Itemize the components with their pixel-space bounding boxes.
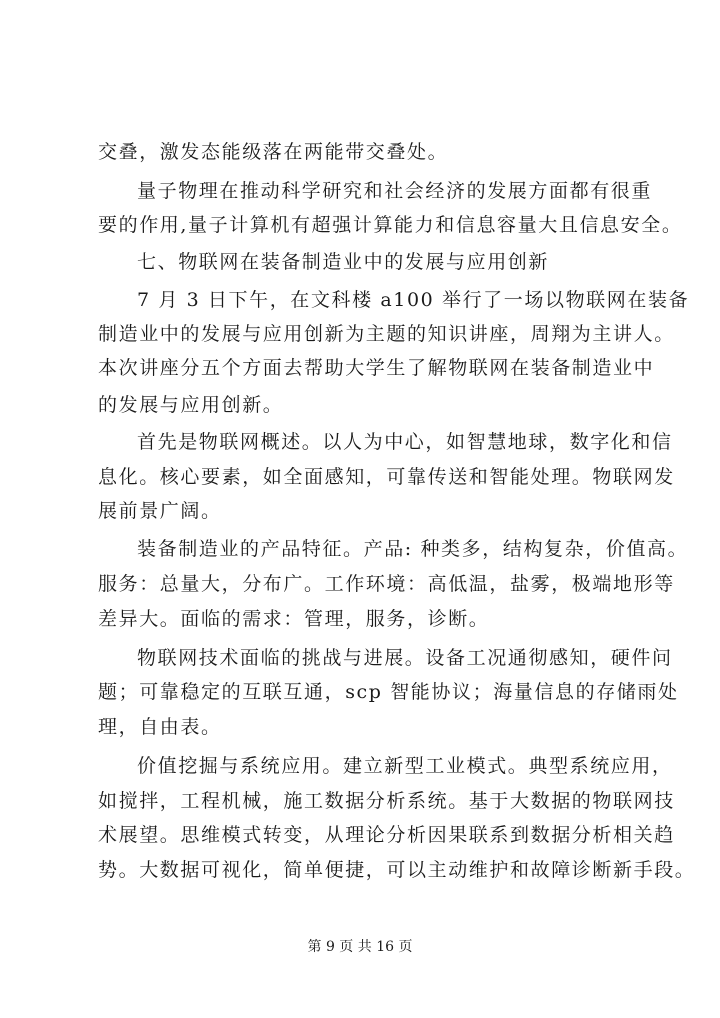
paragraph-line: 7 月 3 日下午，在文科楼 a100 举行了一场以物联网在装备 [137,289,690,311]
paragraph-line: 物联网技术面临的挑战与进展。设备工况通彻感知，硬件问 [137,647,673,669]
text-line: 题；可靠稳定的互联互通，scp 智能协议；海量信息的存储雨处 [98,681,679,703]
text-line: 差异大。面临的需求：管理，服务，诊断。 [98,608,490,630]
section-heading: 七、物联网在装备制造业中的发展与应用创新 [137,251,550,273]
text-line: 要的作用,量子计算机有超强计算能力和信息容量大且信息安全。 [98,214,683,236]
text-line: 服务：总量大，分布广。工作环境：高低温，盐雾，极端地形等 [98,573,675,595]
page-number-footer: 第 9 页 共 16 页 [307,939,413,955]
text-line: 的发展与应用创新。 [98,394,284,416]
paragraph-line: 装备制造业的产品特征。产品: 种类多，结构复杂，价值高。 [137,538,689,560]
paragraph-line: 量子物理在推动科学研究和社会经济的发展方面都有很重 [137,180,653,202]
paragraph-line: 价值挖掘与系统应用。建立新型工业模式。典型系统应用， [137,755,673,777]
text-line: 术展望。思维模式转变，从理论分析因果联系到数据分析相关趋 [98,824,675,846]
text-line: 制造业中的发展与应用创新为主题的知识讲座，周翔为主讲人。 [98,323,675,345]
text-line: 交叠，激发态能级落在两能带交叠处。 [98,141,449,163]
text-line: 势。大数据可视化，简单便捷，可以主动维护和故障诊断新手段。 [98,859,696,881]
text-line: 息化。核心要素，如全面感知，可靠传送和智能处理。物联网发 [98,466,675,488]
paragraph-line: 首先是物联网概述。以人为中心，如智慧地球，数字化和信 [137,431,673,453]
text-line: 理，自由表。 [98,716,222,738]
text-line: 本次讲座分五个方面去帮助大学生了解物联网在装备制造业中 [98,357,655,379]
text-line: 如搅拌，工程机械，施工数据分析系统。基于大数据的物联网技 [98,790,675,812]
text-line: 展前景广阔。 [98,500,222,522]
